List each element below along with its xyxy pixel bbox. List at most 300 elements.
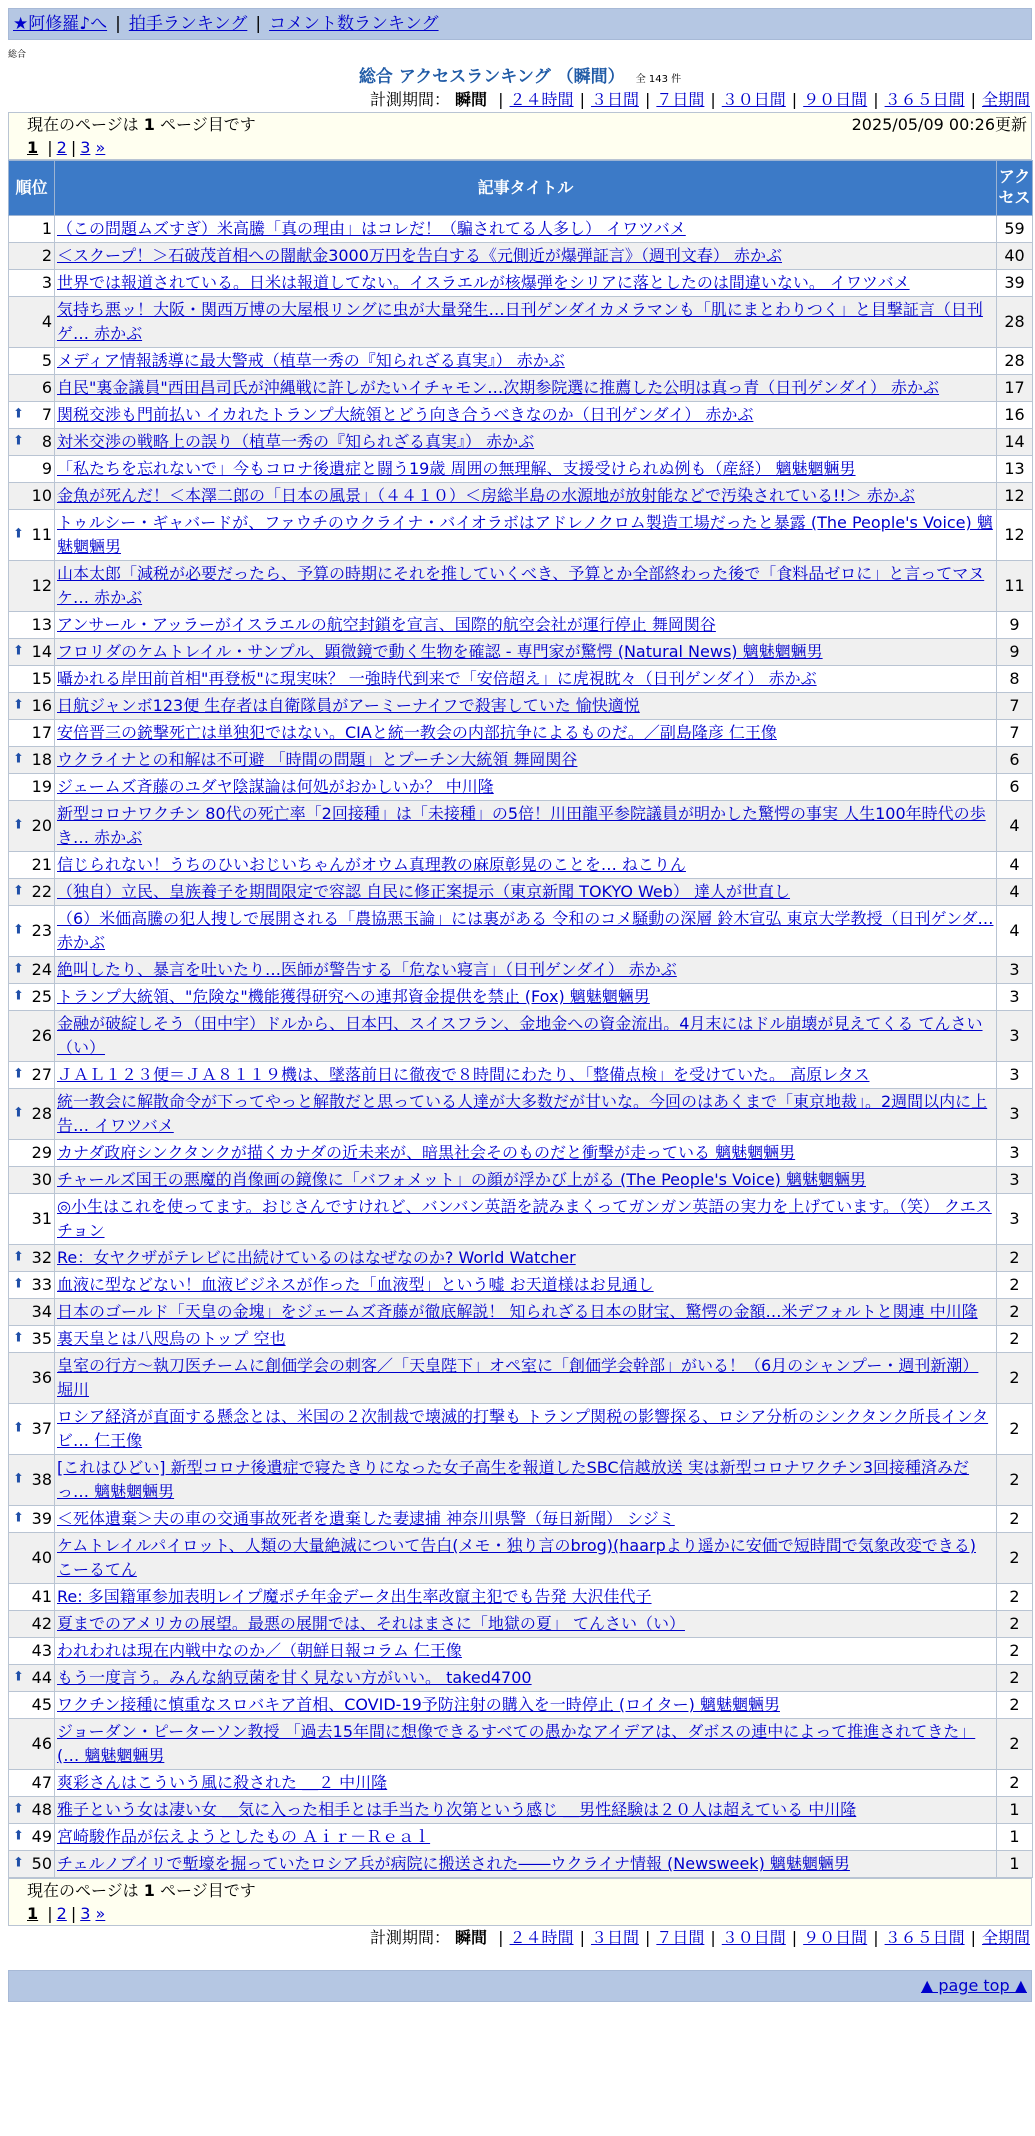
title-cell (55, 1692, 997, 1719)
table-row (9, 720, 1033, 747)
rank-up-arrow-icon: ⬆ (13, 922, 24, 938)
title-cell (55, 348, 997, 375)
table-row (9, 1272, 1033, 1299)
article-title-link[interactable]: 気持ち悪ッ！大阪・関西万博の大屋根リングに虫が大量発生…日刊ゲンダイカメラマンも「肌にまとわりつく」と目撃証言（日刊ゲ… 赤かぶ (57, 300, 983, 343)
rank-number: 30 (31, 1169, 52, 1189)
page-link[interactable]: 2 (56, 137, 67, 157)
article-title-link[interactable]: Re: 多国籍軍参加表明レイプ魔ポチ年金データ出生率改竄主犯でも告発 大沢佳代子 (57, 1587, 652, 1606)
rank-number: 41 (31, 1586, 52, 1606)
access-count: 2 (997, 1692, 1033, 1719)
title-cell (55, 1584, 997, 1611)
title-cell (55, 1851, 997, 1878)
period-link[interactable]: ３日間 (590, 1928, 639, 1947)
article-title-link[interactable]: 関税交渉も門前払い イカれたトランプ大統領とどう向き合うべきなのか（日刊ゲンダイ） 赤かぶ (57, 405, 754, 424)
table-row (9, 375, 1033, 402)
article-title-link[interactable]: 宮崎駿作品が伝えようとしたもの Ａｉｒ－Ｒｅａｌ (57, 1827, 431, 1846)
rank-cell (9, 1011, 55, 1062)
article-title-link[interactable]: 雅子という女は凄い女 ＿気に入った相手とは手当たり次第という感じ ＿男性経験は２０人は超えている 中川隆 (57, 1800, 857, 1819)
access-count: 1 (997, 1851, 1033, 1878)
rank-number: 39 (31, 1508, 52, 1528)
article-title-link[interactable]: 信じられない！うちのひいおじいちゃんがオウム真理教の麻原彰晃のことを… ねこりん (57, 855, 686, 874)
article-title-link[interactable]: ＜死体遺棄＞夫の車の交通事故死者を遺棄した妻逮捕 神奈川県警（毎日新聞） シジミ (57, 1509, 675, 1528)
rank-number: 22 (31, 881, 52, 901)
title-cell (55, 957, 997, 984)
rank-up-arrow-icon: ⬆ (13, 883, 24, 899)
period-links (492, 90, 1030, 109)
article-title-link[interactable]: ジョーダン・ピーターソン教授 「過去15年間に想像できるすべての愚かなアイデアは、ダボスの連中によって推進されてきた」(… 魑魅魍魎男 (57, 1722, 976, 1765)
table-row (9, 1353, 1033, 1404)
col-rank-header: 順位 (9, 161, 55, 216)
title-cell (55, 402, 997, 429)
article-title-link[interactable]: 爽彩さんはこういう風に殺された ＿２ 中川隆 (57, 1773, 388, 1792)
access-count: 2 (997, 1533, 1033, 1584)
rank-cell (9, 456, 55, 483)
article-title-link[interactable]: アンサール・アッラーがイスラエルの航空封鎖を宣言、国際的航空会社が運行停止 舞岡関谷 (57, 615, 716, 634)
title-cell (55, 216, 997, 243)
access-count: 40 (997, 243, 1033, 270)
period-separator: | (970, 90, 976, 109)
title-cell (55, 1638, 997, 1665)
next-page-link[interactable]: » (95, 1903, 106, 1923)
article-title-link[interactable]: トランプ大統領、"危険な"機能獲得研究への連邦資金提供を禁止 (Fox) 魑魅魍魎男 (57, 987, 650, 1006)
table-row (9, 216, 1033, 243)
rank-cell (9, 957, 55, 984)
period-link[interactable]: ９０日間 (803, 1928, 868, 1947)
access-count: 2 (997, 1584, 1033, 1611)
period-link[interactable]: ２４時間 (509, 1928, 574, 1947)
access-count: 6 (997, 747, 1033, 774)
rank-cell (9, 774, 55, 801)
rank-number: 19 (31, 776, 52, 796)
title-cell (55, 1770, 997, 1797)
access-count: 2 (997, 1719, 1033, 1770)
rank-cell (9, 1140, 55, 1167)
article-title-link[interactable]: 金魚が死んだ！＜本澤二郎の「日本の風景」（４４１０）＜房総半島の水源地が放射能などで汚染されている!!＞ 赤かぶ (57, 486, 915, 505)
article-title-link[interactable]: ロシア経済が直面する懸念とは、米国の２次制裁で壊滅的打撃も トランプ関税の影響探る、ロシア分析のシンクタンク所長インタビ… 仁王像 (57, 1407, 989, 1450)
title-cell (55, 429, 997, 456)
page-links (27, 1904, 1031, 1925)
access-count: 2 (997, 1272, 1033, 1299)
rank-number: 18 (31, 749, 52, 769)
page-separator: | (47, 1903, 53, 1923)
period-link[interactable]: ３０日間 (721, 1928, 786, 1947)
period-separator: | (873, 90, 879, 109)
rank-number: 15 (31, 668, 52, 688)
rank-up-arrow-icon: ⬆ (13, 1420, 24, 1436)
rank-number: 6 (41, 377, 52, 397)
rank-cell (9, 1194, 55, 1245)
article-title-link[interactable]: ＪＡＬ１２３便＝ＪＡ８１１９機は、墜落前日に徹夜で８時間にわたり、「整備点検」を受けていた。 高原レタス (57, 1065, 870, 1084)
clap-ranking-link[interactable]: 拍手ランキング (128, 13, 248, 34)
article-title-link[interactable]: Re：女ヤクザがテレビに出続けているのはなぜなのか? World Watcher (57, 1248, 576, 1267)
access-count: 12 (997, 483, 1033, 510)
rank-number: 44 (31, 1667, 52, 1687)
table-row (9, 906, 1033, 957)
period-link[interactable]: ３６５日間 (884, 90, 965, 109)
article-title-link[interactable]: トゥルシー・ギャバードが、ファウチのウクライナ・バイオラボはアドレノクロム製造工場だったと暴露 (The People's Voice) 魑魅魍魎男 (57, 513, 993, 556)
access-count: 3 (997, 984, 1033, 1011)
rank-cell (9, 510, 55, 561)
table-row (9, 693, 1033, 720)
period-link[interactable]: ２４時間 (509, 90, 574, 109)
table-row (9, 801, 1033, 852)
table-row (9, 1326, 1033, 1353)
access-count: 3 (997, 1194, 1033, 1245)
rank-number: 50 (31, 1853, 52, 1873)
table-row (9, 483, 1033, 510)
current-page-number: 1 (27, 137, 39, 157)
rank-number: 9 (41, 458, 52, 478)
title-cell (55, 666, 997, 693)
article-title-link[interactable]: 安倍晋三の銃撃死亡は単独犯ではない。CIAと統一教会の内部抗争によるものだ。／副島隆彦 仁王像 (57, 723, 777, 742)
rank-cell (9, 1299, 55, 1326)
page-info-current: 1 (143, 1881, 155, 1900)
title-cell (55, 1011, 997, 1062)
page-info-current: 1 (143, 115, 155, 134)
table-row (9, 1611, 1033, 1638)
rank-number: 33 (31, 1274, 52, 1294)
rank-number: 49 (31, 1826, 52, 1846)
article-title-link[interactable]: ウクライナとの和解は不可避 「時間の問題」とプーチン大統領 舞岡関谷 (57, 750, 578, 769)
period-separator: | (710, 90, 716, 109)
rank-number: 26 (31, 1025, 52, 1045)
article-title-link[interactable]: もう一度言う。みんな納豆菌を甘く見ない方がいい。 taked4700 (57, 1668, 532, 1687)
rank-up-arrow-icon: ⬆ (13, 1471, 24, 1487)
rank-number: 11 (31, 524, 52, 544)
title-cell (55, 1719, 997, 1770)
article-title-link[interactable]: フロリダのケムトレイル・サンプル、顕微鏡で動く生物を確認 - 専門家が驚愕 (Natural News) 魑魅魍魎男 (57, 642, 823, 661)
article-title-link[interactable]: 新型コロナワクチン 80代の死亡率「2回接種」は「未接種」の5倍！川田龍平参院議員が明かした驚愕の事実 人生100年時代の歩き… 赤かぶ (57, 804, 986, 847)
rank-number: 27 (31, 1064, 52, 1084)
access-count: 39 (997, 270, 1033, 297)
period-selector-bottom (8, 1926, 1032, 1950)
title-cell (55, 879, 997, 906)
period-link[interactable]: ７日間 (656, 1928, 705, 1947)
access-count: 3 (997, 1062, 1033, 1089)
table-row (9, 1797, 1033, 1824)
table-row (9, 1167, 1033, 1194)
rank-cell (9, 1062, 55, 1089)
rank-number: 12 (31, 575, 52, 595)
rank-cell (9, 1797, 55, 1824)
access-count: 17 (997, 375, 1033, 402)
access-count: 2 (997, 1353, 1033, 1404)
access-count: 3 (997, 1167, 1033, 1194)
rank-number: 29 (31, 1142, 52, 1162)
rank-cell (9, 1638, 55, 1665)
article-title-link[interactable]: （6）米価高騰の犯人捜しで展開される「農協悪玉論」には裏がある 令和のコメ騒動の深層 鈴木宣弘 東京大学教授（日刊ゲンダ… 赤かぶ (57, 909, 994, 952)
period-separator: | (791, 1928, 798, 1947)
table-row (9, 1245, 1033, 1272)
title-cell (55, 1245, 997, 1272)
rank-number: 5 (41, 350, 52, 370)
table-row (9, 1665, 1033, 1692)
table-row (9, 1194, 1033, 1245)
access-count: 28 (997, 297, 1033, 348)
rank-up-arrow-icon: ⬆ (13, 1510, 24, 1526)
access-count: 16 (997, 402, 1033, 429)
total-count: 全 143 件 (635, 74, 682, 85)
col-access-header: アクセス (997, 161, 1033, 216)
table-row (9, 1140, 1033, 1167)
period-separator: | (873, 1928, 879, 1947)
rank-up-arrow-icon: ⬆ (13, 697, 24, 713)
access-count: 9 (997, 612, 1033, 639)
rank-number: 48 (31, 1799, 52, 1819)
period-link[interactable]: ３日間 (590, 90, 639, 109)
period-separator: | (710, 1928, 716, 1947)
period-link[interactable]: 全期間 (981, 1928, 1030, 1947)
table-row (9, 1299, 1033, 1326)
article-title-link[interactable]: ケムトレイルパイロット、人類の大量絶滅について告白(メモ・独り言のbrog)(haarpより遥かに安価で短時間で気象改変できる) こーるてん (57, 1536, 976, 1579)
rank-number: 4 (41, 311, 52, 331)
table-row (9, 1770, 1033, 1797)
table-row (9, 510, 1033, 561)
article-title-link[interactable]: 金融が破綻しそう（田中宇）ドルから、日本円、スイスフラン、金地金への資金流出。4月末にはドル崩壊が見えてくる てんさい（い） (57, 1014, 983, 1057)
title-cell (55, 747, 997, 774)
title-cell (55, 1797, 997, 1824)
access-count: 4 (997, 852, 1033, 879)
article-title-link[interactable]: ＜スクープ！＞石破茂首相への闇献金3000万円を告白する《元側近が爆弾証言》（週刊文春） 赤かぶ (57, 246, 783, 265)
access-count: 4 (997, 801, 1033, 852)
period-separator: | (644, 1928, 651, 1947)
rank-number: 35 (31, 1328, 52, 1348)
table-row (9, 348, 1033, 375)
access-count: 4 (997, 906, 1033, 957)
title-cell (55, 639, 997, 666)
article-title-link[interactable]: 夏までのアメリカの展望。最悪の展開では、それはまさに「地獄の夏」 てんさい（い） (57, 1614, 685, 1633)
title-cell (55, 693, 997, 720)
rank-cell (9, 1611, 55, 1638)
article-title-link[interactable]: カナダ政府シンクタンクが描くカナダの近未来が、暗黒社会そのものだと衝撃が走っている 魑魅魍魎男 (57, 1143, 796, 1162)
rank-up-arrow-icon: ⬆ (13, 1105, 24, 1121)
rank-number: 24 (31, 959, 52, 979)
next-page-link[interactable]: » (95, 137, 106, 157)
rank-up-arrow-icon: ⬆ (13, 961, 24, 977)
title-cell (55, 801, 997, 852)
page-title: 総合 アクセスランキング （瞬間） (358, 67, 625, 87)
access-count: 1 (997, 1797, 1033, 1824)
table-row (9, 456, 1033, 483)
rank-up-arrow-icon: ⬆ (13, 1801, 24, 1817)
rank-cell (9, 1455, 55, 1506)
rank-up-arrow-icon: ⬆ (13, 1855, 24, 1871)
page-link[interactable]: 3 (80, 137, 91, 157)
article-title-link[interactable]: 裏天皇とは八咫烏のトップ 空也 (57, 1329, 286, 1348)
rank-cell (9, 1326, 55, 1353)
table-header-row (9, 161, 1033, 216)
page-separator: | (70, 1903, 77, 1923)
rank-number: 34 (31, 1301, 52, 1321)
article-title-link[interactable]: 日航ジャンボ123便 生存者は自衛隊員がアーミーナイフで殺害していた 愉快適悦 (57, 696, 640, 715)
title-cell (55, 1299, 997, 1326)
page-top-link[interactable]: ▲ page top ▲ (920, 1976, 1027, 1995)
title-cell (55, 1140, 997, 1167)
rank-number: 37 (31, 1418, 52, 1438)
period-separator: | (791, 90, 798, 109)
table-row (9, 957, 1033, 984)
rank-cell (9, 801, 55, 852)
table-row (9, 1455, 1033, 1506)
title-cell (55, 612, 997, 639)
table-row (9, 297, 1033, 348)
rank-number: 43 (31, 1640, 52, 1660)
rank-number: 10 (31, 485, 52, 505)
rank-cell (9, 375, 55, 402)
title-cell (55, 1062, 997, 1089)
access-count: 12 (997, 510, 1033, 561)
page-info-suffix: ページ目です (160, 115, 256, 134)
article-title-link[interactable]: ワクチン接種に慎重なスロバキア首相、COVID-19予防注射の購入を一時停止 (ロイター) 魑魅魍魎男 (57, 1695, 780, 1714)
home-link[interactable]: ★阿修羅♪へ (13, 13, 108, 34)
article-title-link[interactable]: （この問題ムズすぎ）米高騰「真の理由」はコレだ！（騙されてる人多し） イワツバメ (57, 219, 686, 238)
rank-cell (9, 1665, 55, 1692)
footer-bar (8, 1970, 1032, 2002)
rank-number: 17 (31, 722, 52, 742)
period-separator: | (970, 1928, 976, 1947)
rank-up-arrow-icon: ⬆ (13, 406, 24, 422)
article-title-link[interactable]: ジェームズ斉藤のユダヤ陰謀論は何処がおかしいか？ 中川隆 (57, 777, 494, 796)
period-link[interactable]: ３０日間 (721, 90, 786, 109)
title-cell (55, 561, 997, 612)
category-label: 総合 (8, 50, 27, 60)
rank-cell (9, 402, 55, 429)
updated-timestamp: 2025/05/09 00:26更新 (851, 115, 1027, 134)
period-links (492, 1928, 1030, 1947)
top-nav-bar (8, 8, 1032, 40)
article-title-link[interactable]: 山本太郎「減税が必要だったら、予算の時期にそれを推していくべき、予算とか全部終わった後で「食料品ゼロに」と言ってマヌケ… 赤かぶ (57, 564, 985, 607)
title-cell (55, 984, 997, 1011)
page-separator: | (70, 137, 77, 157)
article-title-link[interactable]: 統一教会に解散命令が下ってやっと解散だと思っている人達が大多数だが甘いな。今回のはあくまで「東京地裁」。2週間以内に上告… イワツバメ (57, 1092, 988, 1135)
period-separator: | (498, 90, 504, 109)
article-title-link[interactable]: 皇室の行方～執刀医チームに創価学会の刺客／「天皇陛下」オペ室に「創価学会幹部」がいる！（6月のシャンプー・週刊新潮） 堀川 (57, 1356, 979, 1399)
period-current: 瞬間 (455, 1928, 488, 1947)
rank-cell (9, 1719, 55, 1770)
page-info (27, 1881, 1031, 1902)
title-cell (55, 906, 997, 957)
rank-cell (9, 348, 55, 375)
access-count: 2 (997, 1638, 1033, 1665)
table-row (9, 1506, 1033, 1533)
rank-up-arrow-icon: ⬆ (13, 1249, 24, 1265)
table-row (9, 1638, 1033, 1665)
access-count: 2 (997, 1326, 1033, 1353)
table-row (9, 1851, 1033, 1878)
rank-up-arrow-icon: ⬆ (13, 433, 24, 449)
article-title-link[interactable]: 絶叫したり、暴言を吐いたり…医師が警告する「危ない寝言」（日刊ゲンダイ） 赤かぶ (57, 960, 677, 979)
article-title-link[interactable]: チェルノブイリで塹壕を掘っていたロシア兵が病院に搬送された――ウクライナ情報 (Newsweek) 魑魅魍魎男 (57, 1854, 850, 1873)
table-row (9, 879, 1033, 906)
rank-cell (9, 216, 55, 243)
article-title-link[interactable]: メディア情報誘導に最大警戒（植草一秀の『知られざる真実』） 赤かぶ (57, 351, 565, 370)
access-count: 7 (997, 693, 1033, 720)
rank-cell (9, 429, 55, 456)
title-cell (55, 1326, 997, 1353)
title-cell (55, 1665, 997, 1692)
rank-number: 1 (41, 218, 52, 238)
nav-separator: | (255, 13, 262, 34)
rank-cell (9, 1584, 55, 1611)
title-cell (55, 774, 997, 801)
table-row (9, 666, 1033, 693)
period-separator: | (644, 90, 651, 109)
title-cell (55, 720, 997, 747)
rank-number: 40 (31, 1547, 52, 1567)
access-count: 2 (997, 1299, 1033, 1326)
rank-cell (9, 639, 55, 666)
rank-cell (9, 984, 55, 1011)
page-wrapper (8, 8, 1032, 2002)
article-title-link[interactable]: 日本のゴールド「天皇の金塊」をジェームズ斉藤が徹底解説！ 知られざる日本の財宝、驚愕の金額…米デフォルトと関連 中川隆 (57, 1302, 978, 1321)
article-title-link[interactable]: 対米交渉の戦略上の誤り（植草一秀の『知られざる真実』） 赤かぶ (57, 432, 535, 451)
article-title-link[interactable]: 囁かれる岸田前首相"再登板"に現実味？ 一強時代到来で「安倍超え」に虎視眈々（日刊ゲンダイ） 赤かぶ (57, 669, 817, 688)
access-count: 3 (997, 957, 1033, 984)
pager-top (8, 112, 1032, 160)
article-title-link[interactable]: 血液に型などない！血液ビジネスが作った「血液型」という嘘 お天道様はお見通し (57, 1275, 654, 1294)
table-row (9, 747, 1033, 774)
page-link[interactable]: 3 (80, 1903, 91, 1923)
period-link[interactable]: ７日間 (656, 90, 705, 109)
rank-number: 32 (31, 1247, 52, 1267)
period-link[interactable]: ３６５日間 (884, 1928, 965, 1947)
access-count: 7 (997, 720, 1033, 747)
article-title-link[interactable]: （独自）立民、皇族養子を期間限定で容認 自民に修正案提示（東京新聞 TOKYO Web） 達人が世直し (57, 882, 791, 901)
rank-cell (9, 297, 55, 348)
period-link[interactable]: 全期間 (981, 90, 1030, 109)
period-link[interactable]: ９０日間 (803, 90, 868, 109)
access-count: 3 (997, 1011, 1033, 1062)
access-count: 2 (997, 1455, 1033, 1506)
rank-number: 8 (41, 431, 52, 451)
title-cell (55, 852, 997, 879)
table-row (9, 984, 1033, 1011)
page-list (43, 1904, 105, 1923)
rank-number: 21 (31, 854, 52, 874)
rank-up-arrow-icon: ⬆ (13, 1669, 24, 1685)
page-list (43, 138, 105, 157)
table-row (9, 1584, 1033, 1611)
ranking-table (8, 160, 1033, 1878)
rank-cell (9, 693, 55, 720)
article-title-link[interactable]: ◎小生はこれを使ってます。おじさんですけれど、バンバン英語を読みまくってガンガン英語の実力を上げています。（笑） クエスチョン (57, 1197, 992, 1240)
page-info-suffix: ページ目です (160, 1881, 256, 1900)
article-title-link[interactable]: [これはひどい] 新型コロナ後遺症で寝たきりになった女子高生を報道したSBC信越放送 実は新型コロナワクチン3回接種済みだっ… 魑魅魍魎男 (57, 1458, 970, 1501)
article-title-link[interactable]: 自民"裏金議員"西田昌司氏が沖縄戦に許しがたいイチャモン…次期参院選に推薦した公明は真っ青（日刊ゲンダイ） 赤かぶ (57, 378, 940, 397)
rank-cell (9, 1506, 55, 1533)
article-title-link[interactable]: 「私たちを忘れないで」今もコロナ後遺症と闘う19歳 周囲の無理解、支援受けられぬ例も（産経） 魑魅魍魎男 (57, 459, 856, 478)
article-title-link[interactable]: 世界では報道されている。日米は報道してない。イスラエルが核爆弾をシリアに落としたのは間違いない。 イワツバメ (57, 273, 910, 292)
period-label: 計測期間： (369, 1928, 450, 1947)
page-info-prefix: 現在のページは (27, 1881, 139, 1900)
period-current: 瞬間 (455, 90, 488, 109)
access-count: 11 (997, 561, 1033, 612)
article-title-link[interactable]: チャールズ国王の悪魔的肖像画の鏡像に「バフォメット」の顔が浮かび上がる (The People's Voice) 魑魅魍魎男 (57, 1170, 866, 1189)
page-link[interactable]: 2 (56, 1903, 67, 1923)
table-row (9, 1011, 1033, 1062)
rank-number: 31 (31, 1208, 52, 1228)
rank-up-arrow-icon: ⬆ (13, 1828, 24, 1844)
title-cell (55, 1455, 997, 1506)
table-row (9, 402, 1033, 429)
article-title-link[interactable]: われわれは現在内戦中なのか／（朝鮮日報コラム 仁王像 (57, 1641, 462, 1660)
table-row (9, 270, 1033, 297)
access-count: 8 (997, 666, 1033, 693)
table-row (9, 612, 1033, 639)
comment-ranking-link[interactable]: コメント数ランキング (269, 13, 439, 34)
rank-cell (9, 612, 55, 639)
rank-cell (9, 1770, 55, 1797)
